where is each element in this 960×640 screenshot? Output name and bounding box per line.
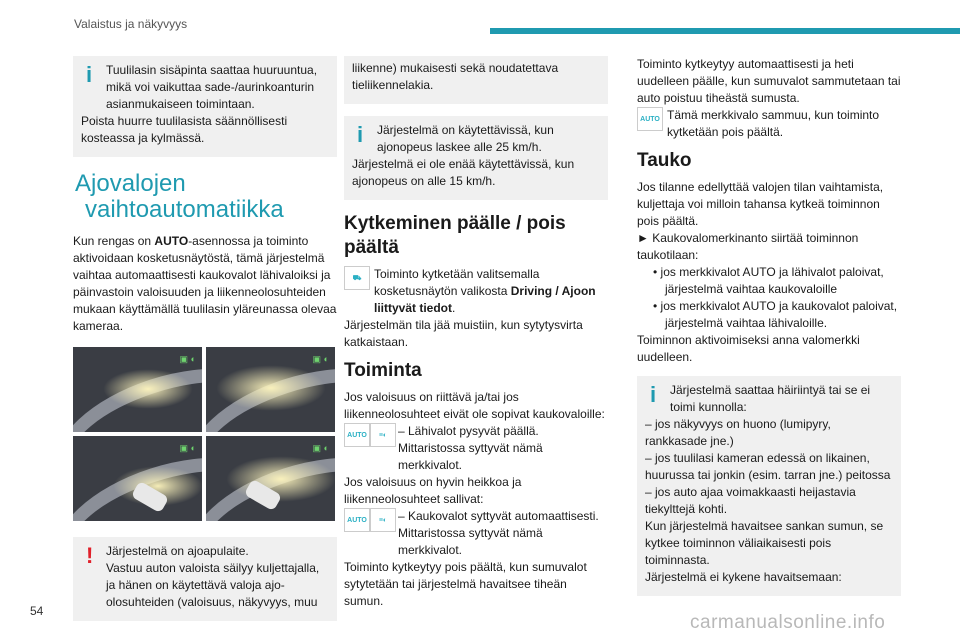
- note-text: Järjestelmä on ajoapulaite.: [106, 544, 249, 558]
- note-text: Järjestelmä saattaa häiriintyä tai se ei toimi kunnolla:: [670, 383, 871, 414]
- body-paragraph: Toiminto kytkeytyy automaattisesti ja heti uudelleen päälle, kun sumuvalot sammutetaan tai auto poistuu tiheästä sumusta.: [637, 57, 901, 105]
- bold-text: Driving / Ajoon liittyvät tiedot: [374, 284, 596, 315]
- info-icon: i: [357, 122, 364, 147]
- text: .: [452, 301, 456, 315]
- illustration-tile: [73, 436, 202, 521]
- section-header: Valaistus ja näkyvyys: [74, 17, 188, 31]
- info-icon: i: [650, 382, 657, 407]
- body-paragraph: Toiminnon aktivoimiseksi anna valomerkki uudelleen.: [637, 333, 860, 364]
- body-paragraph: Jos valoisuus on hyvin heikkoa ja liikenneolosuhteet sallivat:: [344, 475, 522, 506]
- warning-note-continued: [344, 56, 608, 104]
- highbeam-icon: ▣ ◐: [312, 354, 329, 364]
- icon-paragraph: [344, 266, 608, 317]
- illustration-tile: [206, 347, 335, 432]
- note-text: Poista huurre tuulilasista säännöllisesti kosteassa ja kylmässä.: [81, 114, 288, 145]
- auto-icon: AUTO: [344, 423, 370, 447]
- note-text: Järjestelmä ei ole enää käytettävissä, kun ajonopeus on alle 15 km/h.: [352, 157, 575, 188]
- note-text: – jos auto ajaa voimakkaasti heijastavia tiekylttejä kohti.: [645, 485, 856, 516]
- note-text: liikenne) mukaisesti sekä noudatettava tieliikennelakia.: [352, 61, 559, 92]
- highbeam-icon: ≡◐: [370, 508, 396, 532]
- list-item: • jos merkkivalot AUTO ja kaukovalot paloivat, järjestelmä vaihtaa lähivaloille.: [653, 299, 898, 330]
- warning-icon: !: [86, 543, 94, 568]
- page-number: 54: [30, 604, 44, 618]
- car-icon: ⛟: [344, 266, 370, 290]
- icon-paragraph: [344, 508, 608, 559]
- text: -asennossa ja toiminto aktivoidaan kosketusnäytöstä, tämä järjestelmä vaihtaa automaattisesti kaukovalot lähivaloiksi ja päinvastoin valoisuuden ja liikenneolosuhteiden mukaan käyttämällä tuulilasin yläreunassa olevaa kameraa.: [73, 234, 337, 333]
- lowbeam-icon: ≡◐: [370, 423, 396, 447]
- note-text: Järjestelmä on käytettävissä, kun ajonopeus laskee alle 25 km/h.: [377, 123, 554, 154]
- lowbeam-icon: ▣ ◐: [179, 443, 196, 453]
- info-note: [637, 376, 901, 596]
- note-text: – jos tuulilasi kameran edessä on likainen, huurussa tai jonkin (esim. tarran jne.) peitossa: [645, 451, 891, 482]
- note-text: – jos näkyvyys on huono (lumipyry, rankkasade jne.): [645, 417, 831, 448]
- section-heading: Toiminta: [344, 360, 422, 381]
- icon-paragraph: [344, 423, 608, 474]
- watermark: carmanualsonline.info: [690, 612, 886, 633]
- section-title: [73, 171, 337, 223]
- text: Kun rengas on: [73, 234, 155, 248]
- auto-icon: AUTO: [637, 107, 663, 131]
- body-paragraph: Tämä merkkivalo sammuu, kun toiminto kytketään pois päältä.: [667, 108, 880, 139]
- section-heading: Tauko: [637, 150, 692, 171]
- section-heading: Kytkeminen päälle / pois päältä: [344, 213, 566, 258]
- bold-text: AUTO: [154, 234, 189, 248]
- illustration-tile: [73, 347, 202, 432]
- body-paragraph: – Lähivalot pysyvät päällä. Mittaristossa syttyvät nämä merkkivalot.: [398, 424, 543, 472]
- column-2: [344, 56, 608, 610]
- auto-icon: AUTO: [344, 508, 370, 532]
- list-item: • jos merkkivalot AUTO ja lähivalot paloivat, järjestelmä vaihtaa kaukovaloille: [653, 265, 884, 296]
- column-3: [637, 56, 901, 608]
- body-paragraph: Jos valoisuus on riittävä ja/tai jos liikenneolosuhteet eivät ole sopivat kaukovaloille:: [344, 390, 605, 421]
- title-line-1: Ajovalojen: [75, 170, 186, 197]
- info-note: [73, 56, 337, 157]
- text: Toiminto kytketään valitsemalla kosketusnäytön valikosta: [374, 267, 540, 298]
- illustration-tile: [206, 436, 335, 521]
- body-paragraph: Järjestelmän tila jää muistiin, kun sytytysvirta katkaistaan.: [344, 318, 583, 349]
- body-paragraph: [374, 266, 608, 317]
- body-paragraph: Jos tilanne edellyttää valojen tilan vaihtamista, kuljettaja voi milloin tahansa kytkeä toiminnon pois päältä.: [637, 180, 884, 228]
- highbeam-icon: ▣ ◐: [312, 443, 329, 453]
- header-bar: [490, 28, 960, 34]
- title-line-2: vaihtoautomatiikka: [85, 196, 284, 223]
- column-1: [73, 56, 337, 633]
- note-text: Järjestelmä ei kykene havaitsemaan:: [645, 570, 842, 584]
- body-paragraph: Toiminto kytkeytyy pois päältä, kun sumuvalot sytytetään tai järjestelmä havaitsee tiheän sumun.: [344, 560, 587, 608]
- lowbeam-icon: ▣ ◐: [179, 354, 196, 364]
- info-icon: i: [86, 62, 93, 87]
- body-paragraph: [73, 233, 337, 335]
- warning-note: [73, 537, 337, 621]
- illustration-grid: [73, 347, 335, 521]
- note-text: Tuulilasin sisäpinta saattaa huuruuntua, mikä voi vaikuttaa sade-/aurinkoanturin asianmukaiseen toimintaan.: [106, 63, 318, 111]
- body-paragraph: ► Kaukovalomerkinanto siirtää toiminnon taukotilaan:: [637, 231, 859, 262]
- icon-paragraph: [637, 107, 901, 141]
- body-paragraph: – Kaukovalot syttyvät automaattisesti. Mittaristossa syttyvät nämä merkkivalot.: [398, 509, 599, 557]
- note-text: Vastuu auton valoista säilyy kuljettajalla, ja hänen on käytettävä valoja ajo-olosuhteiden (valoisuus, näkyvyys, muu: [106, 561, 320, 609]
- note-text: Kun järjestelmä havaitsee sankan sumun, se kytkee toiminnon väliaikaisesti pois toiminnasta.: [645, 519, 884, 567]
- info-note: [344, 116, 608, 200]
